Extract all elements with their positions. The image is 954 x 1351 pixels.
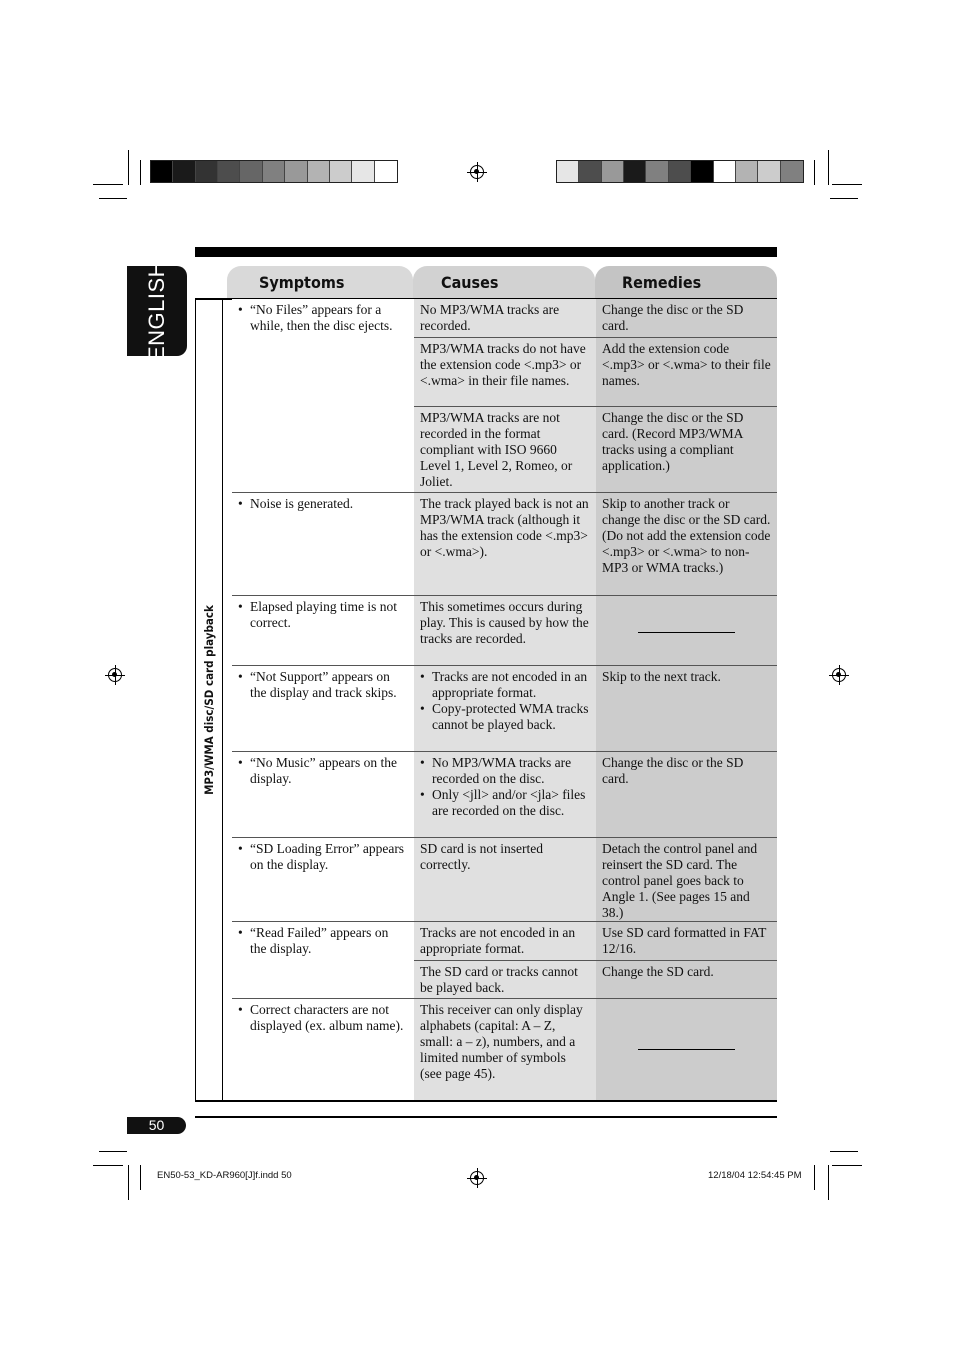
color-swatch: [624, 161, 646, 182]
crop-mark: [99, 198, 127, 199]
cause-cell: [414, 299, 596, 337]
section-label: MP3/WMA disc/SD card playback: [202, 605, 216, 795]
color-swatch: [781, 161, 803, 182]
table-row-symptom: • Noise is generated.: [232, 493, 414, 595]
crop-mark: [814, 1165, 815, 1190]
cause-text: Copy-protected WMA tracks cannot be played back.: [432, 701, 589, 732]
remedy-cell: [596, 838, 777, 921]
crop-mark: [140, 1165, 141, 1190]
cause-cell: • No MP3/WMA tracks are recorded on the disc. • Only <jll> and/or <jla> files are recorded on the disc.: [414, 752, 596, 837]
symptom-text: “No Music” appears on the display.: [250, 755, 397, 786]
crop-mark: [828, 150, 829, 185]
remedy-cell: [596, 299, 777, 337]
table-row-symptom: • “Read Failed” appears on the display.: [232, 922, 414, 998]
symptom-text: “No Files” appears for a while, then the disc ejects.: [250, 302, 393, 333]
cause-text: Tracks are not encoded in an appropriate format.: [432, 669, 588, 700]
cause-text: The SD card or tracks cannot be played back.: [420, 964, 578, 995]
crop-mark: [128, 150, 129, 185]
remedy-text: Skip to another track or change the disc or the SD card. (Do not add the extension code <.mp3> or <.wma> to non-MP3 or WMA tracks.): [602, 496, 771, 575]
cause-cell: [414, 338, 596, 406]
table-row-symptom: • “No Files” appears for a while, then the disc ejects.: [232, 299, 414, 492]
header-remedies-label: Remedies: [622, 273, 702, 292]
cause-text: MP3/WMA tracks do not have the extension code <.mp3> or <.wma> in their file names.: [420, 341, 586, 388]
color-swatch: [758, 161, 780, 182]
cause-cell: [414, 999, 596, 1100]
color-swatch: [646, 161, 668, 182]
cause-text: SD card is not inserted correctly.: [420, 841, 543, 872]
cause-text: Only <jll> and/or <jla> files are recorded on the disc.: [432, 787, 586, 818]
header-causes: [413, 266, 595, 298]
color-swatch: [691, 161, 713, 182]
remedy-text: Add the extension code <.mp3> or <.wma> to their file names.: [602, 341, 771, 388]
symptom-text: “Not Support” appears on the display and track skips.: [250, 669, 397, 700]
color-swatch: [173, 161, 195, 182]
crop-mark: [830, 1151, 858, 1152]
header-symptoms: [227, 266, 413, 298]
registration-mark-icon: [470, 1171, 484, 1185]
remedy-cell: [596, 493, 777, 595]
color-swatch: [263, 161, 285, 182]
crop-mark: [128, 1165, 129, 1200]
remedy-cell: [596, 961, 777, 998]
cause-text: MP3/WMA tracks are not recorded in the format compliant with ISO 9660 Level 1, Level 2, Romeo, or Joliet.: [420, 410, 573, 489]
cause-cell: [414, 961, 596, 998]
remedy-cell: [596, 666, 777, 751]
remedy-cell: [596, 752, 777, 837]
cause-text: This receiver can only display alphabets (capital: A – Z, small: a – z), numbers, and a limited number of symbols (see page 45).: [420, 1002, 583, 1081]
crop-mark: [832, 1165, 862, 1166]
no-remedy-dash: [638, 632, 735, 633]
remedy-cell: [596, 338, 777, 406]
remedy-text: Change the SD card.: [602, 964, 714, 979]
crop-mark: [140, 160, 141, 185]
cause-cell: [414, 596, 596, 665]
color-swatch: [330, 161, 352, 182]
color-swatch: [669, 161, 691, 182]
cause-text: Tracks are not encoded in an appropriate format.: [420, 925, 576, 956]
page-number: 50: [127, 1117, 186, 1134]
color-swatch: [308, 161, 330, 182]
remedy-text: Use SD card formatted in FAT 12/16.: [602, 925, 767, 956]
color-swatch: [602, 161, 624, 182]
color-bar-right: [556, 160, 804, 183]
color-swatch: [218, 161, 240, 182]
registration-mark-icon: [470, 165, 484, 179]
crop-mark: [828, 1165, 829, 1200]
crop-mark: [93, 1165, 123, 1166]
no-remedy-dash: [638, 1049, 735, 1050]
color-swatch: [736, 161, 758, 182]
cause-text: No MP3/WMA tracks are recorded on the disc.: [432, 755, 572, 786]
footer-timestamp: 12/18/04 12:54:45 PM: [708, 1170, 802, 1181]
table-row-symptom: • Correct characters are not displayed (ex. album name).: [232, 999, 414, 1100]
cause-text: The track played back is not an MP3/WMA track (although it has the extension code <.mp3> or <.wma>).: [420, 496, 589, 559]
language-tab: [127, 260, 187, 362]
symptom-text: “SD Loading Error” appears on the display.: [250, 841, 405, 872]
header-symptoms-label: Symptoms: [259, 273, 345, 292]
color-swatch: [375, 161, 397, 182]
color-swatch: [352, 161, 374, 182]
symptom-text: Elapsed playing time is not correct.: [250, 599, 397, 630]
remedy-text: Skip to the next track.: [602, 669, 721, 684]
crop-mark: [832, 184, 862, 185]
footer-file-info: EN50-53_KD-AR960[J]f.indd 50: [157, 1170, 292, 1181]
color-bar-left: [150, 160, 398, 183]
remedy-text: Detach the control panel and reinsert the SD card. The control panel goes back to Angle 1. (See pages 15 and 38.): [602, 841, 758, 920]
crop-mark: [830, 198, 858, 199]
remedy-text: Change the disc or the SD card.: [602, 755, 744, 786]
cause-cell: [414, 838, 596, 921]
top-rule: [195, 247, 777, 257]
crop-mark: [99, 1151, 127, 1152]
remedy-text: Change the disc or the SD card. (Record MP3/WMA tracks using a compliant application.): [602, 410, 744, 473]
cause-cell: [414, 493, 596, 595]
table-row-symptom: • Elapsed playing time is not correct.: [232, 596, 414, 665]
symptom-text: Correct characters are not displayed (ex. album name).: [250, 1002, 404, 1033]
cause-cell: [414, 922, 596, 960]
remedy-cell: [596, 922, 777, 960]
color-swatch: [557, 161, 579, 182]
color-swatch: [151, 161, 173, 182]
symptom-text: Noise is generated.: [250, 496, 354, 511]
table-bottom-line: [195, 1100, 777, 1102]
color-swatch: [579, 161, 601, 182]
table-row-symptom: • “SD Loading Error” appears on the display.: [232, 838, 414, 921]
remedy-cell: [596, 407, 777, 492]
language-label: ENGLISH: [144, 260, 169, 362]
symptom-text: “Read Failed” appears on the display.: [250, 925, 389, 956]
color-swatch: [714, 161, 736, 182]
remedy-cell-empty: [596, 596, 777, 665]
header-causes-label: Causes: [441, 273, 499, 292]
bottom-rule: [195, 1116, 777, 1118]
remedy-text: Change the disc or the SD card.: [602, 302, 744, 333]
table-row-symptom: • “Not Support” appears on the display and track skips.: [232, 666, 414, 751]
cause-text: This sometimes occurs during play. This is caused by how the tracks are recorded.: [420, 599, 589, 646]
registration-mark-icon: [108, 668, 122, 682]
color-swatch: [196, 161, 218, 182]
color-swatch: [285, 161, 307, 182]
crop-mark: [93, 184, 123, 185]
crop-mark: [814, 160, 815, 185]
table-row-symptom: • “No Music” appears on the display.: [232, 752, 414, 837]
registration-mark-icon: [832, 668, 846, 682]
cause-cell: [414, 407, 596, 492]
cause-text: No MP3/WMA tracks are recorded.: [420, 302, 560, 333]
header-remedies: [595, 266, 777, 298]
cause-cell: • Tracks are not encoded in an appropriate format. • Copy-protected WMA tracks cannot be played back.: [414, 666, 596, 751]
color-swatch: [240, 161, 262, 182]
